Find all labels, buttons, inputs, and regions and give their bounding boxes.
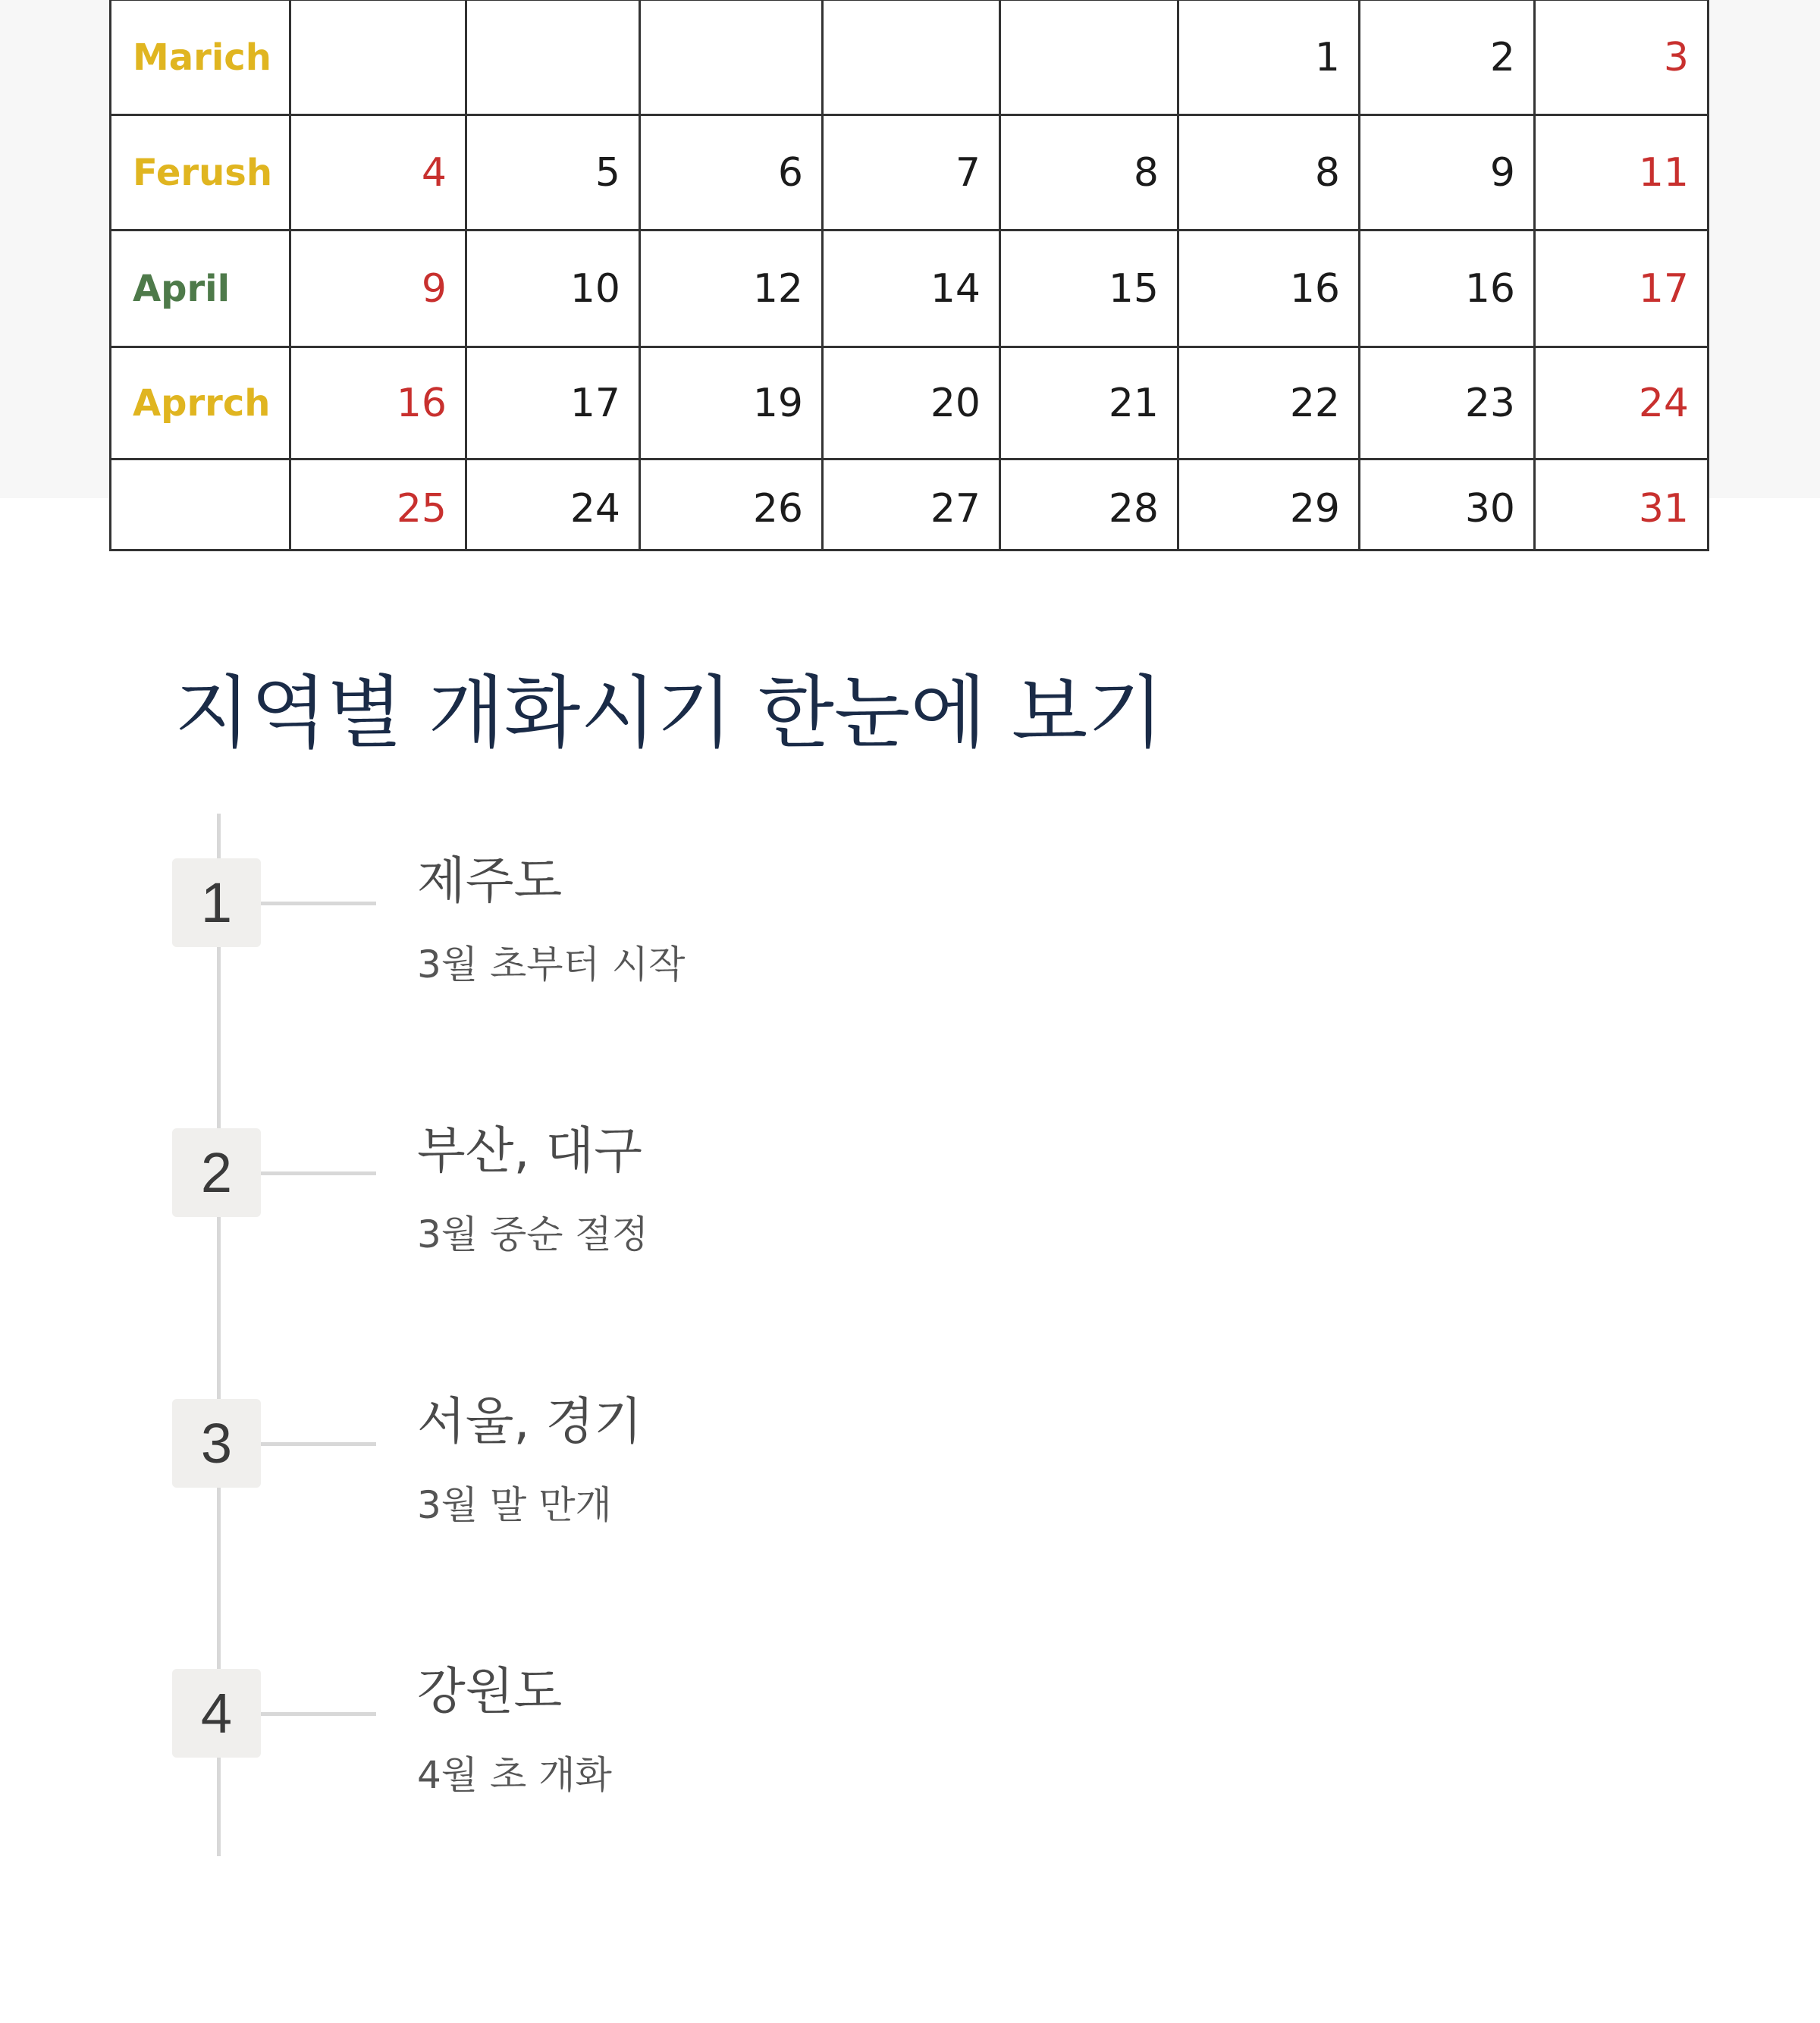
step-title: 부산, 대구 [417, 1121, 642, 1180]
calendar-day-cell: 10 [466, 231, 640, 347]
step-number-badge: 1 [172, 858, 261, 947]
calendar-day-cell: 2 [1360, 0, 1535, 115]
calendar-day-cell: 22 [1178, 347, 1360, 459]
calendar-day-cell: 19 [640, 347, 823, 459]
step-description: 3월 말 만개 [417, 1483, 612, 1527]
calendar-day-cell: 24 [1535, 347, 1709, 459]
calendar-image [0, 0, 1820, 532]
step-title: 서울, 경기 [417, 1392, 642, 1451]
step-title: 강원도 [417, 1662, 563, 1720]
calendar-day-cell [290, 0, 466, 115]
calendar-row [111, 459, 1709, 550]
calendar-day-cell [823, 0, 1000, 115]
step-description: 3월 초부터 시작 [417, 942, 686, 986]
calendar-table [109, 0, 1709, 551]
step-connector [261, 1712, 376, 1716]
calendar-day-cell: 16 [1178, 231, 1360, 347]
calendar-day-cell [466, 0, 640, 115]
calendar-day-cell: 23 [1360, 347, 1535, 459]
calendar-day-cell [640, 0, 823, 115]
calendar-day-cell: 6 [640, 115, 823, 231]
calendar-day-cell: 5 [466, 115, 640, 231]
step-description: 3월 중순 절정 [417, 1212, 649, 1256]
timeline-step-3 [0, 1392, 1820, 1551]
calendar-row [111, 231, 1709, 347]
step-connector [261, 1442, 376, 1446]
step-number-badge: 2 [172, 1128, 261, 1217]
calendar-day-cell: 3 [1535, 0, 1709, 115]
calendar-day-cell: 24 [466, 459, 640, 550]
timeline-step-4 [0, 1662, 1820, 1821]
calendar-month-label: Marich [111, 0, 290, 115]
step-description: 4월 초 개화 [417, 1753, 612, 1797]
calendar-day-cell: 8 [1000, 115, 1178, 231]
step-number-badge: 3 [172, 1399, 261, 1488]
calendar-day-cell: 21 [1000, 347, 1178, 459]
calendar-day-cell: 14 [823, 231, 1000, 347]
calendar-day-cell: 28 [1000, 459, 1178, 550]
calendar-day-cell: 26 [640, 459, 823, 550]
calendar-day-cell [1000, 0, 1178, 115]
calendar-day-cell: 25 [290, 459, 466, 550]
calendar-row [111, 0, 1709, 115]
page-title: 지역별 개화시기 한눈에 보기 [174, 666, 1164, 759]
step-number-badge: 4 [172, 1669, 261, 1758]
calendar-day-cell: 27 [823, 459, 1000, 550]
calendar-day-cell: 4 [290, 115, 466, 231]
step-connector [261, 902, 376, 905]
calendar-day-cell: 8 [1178, 115, 1360, 231]
calendar-day-cell: 16 [1360, 231, 1535, 347]
calendar-month-label [111, 459, 290, 550]
calendar-row [111, 347, 1709, 459]
calendar-day-cell: 9 [290, 231, 466, 347]
calendar-day-cell: 20 [823, 347, 1000, 459]
calendar-day-cell: 9 [1360, 115, 1535, 231]
calendar-day-cell: 15 [1000, 231, 1178, 347]
calendar-day-cell: 29 [1178, 459, 1360, 550]
calendar-month-label: Ferush [111, 115, 290, 231]
step-connector [261, 1171, 376, 1175]
timeline-step-2 [0, 1121, 1820, 1280]
step-title: 제주도 [417, 852, 563, 910]
timeline-step-1 [0, 852, 1820, 1010]
calendar-day-cell: 1 [1178, 0, 1360, 115]
calendar-day-cell: 17 [1535, 231, 1709, 347]
calendar-day-cell: 17 [466, 347, 640, 459]
calendar-day-cell: 31 [1535, 459, 1709, 550]
calendar-day-cell: 11 [1535, 115, 1709, 231]
calendar-month-label: Aprrch [111, 347, 290, 459]
calendar-day-cell: 30 [1360, 459, 1535, 550]
calendar-day-cell: 7 [823, 115, 1000, 231]
calendar-row [111, 115, 1709, 231]
calendar-month-label: April [111, 231, 290, 347]
calendar-day-cell: 12 [640, 231, 823, 347]
calendar-day-cell: 16 [290, 347, 466, 459]
